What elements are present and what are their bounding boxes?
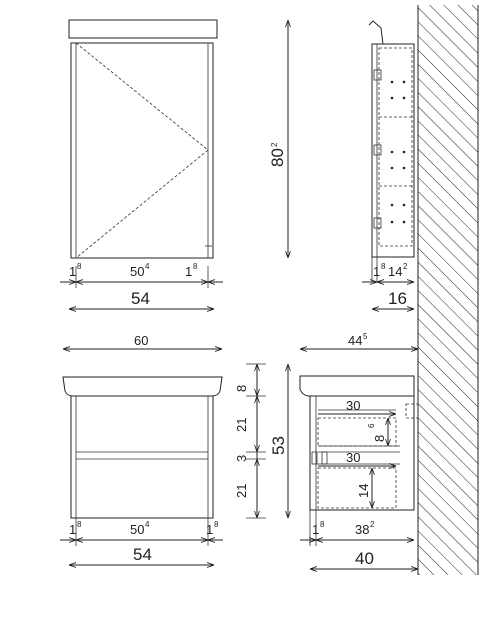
dim-front-bottom-inner-sup: 4 [145,520,150,529]
dim-front-top-side-left: 1 [69,264,77,279]
dim-side-top-thick: 1 [373,264,381,279]
front-view-basin-cabinet [63,377,222,518]
side-bottom-depth-dims [300,332,418,569]
height-main-dim [268,20,288,258]
dim-drawer-large: 14 [356,483,371,498]
dim-drawer-small: 8 [372,434,387,442]
dim-v-lower: 21 [234,483,249,498]
dim-drawer-small-sup: 6 [367,423,376,428]
dim-front-top-side-right-sup: 8 [193,262,198,271]
dim-front-top-inner-sup: 4 [145,262,150,271]
dim-side-top-thick-sup: 8 [381,262,386,271]
dim-front-bottom-total: 54 [133,545,152,564]
front-top-width-dims [60,262,223,309]
dim-side-top-depth: 14 [388,264,403,279]
dim-v-total: 53 [269,436,288,455]
front-bottom-vertical-dims [234,364,288,518]
dim-front-top-total: 54 [131,289,150,308]
dim-side-bottom-inner: 38 [355,522,370,537]
dim-height-main: 80 [268,148,287,167]
dim-v-upper: 21 [234,417,249,432]
front-view-tall-cabinet [69,20,217,258]
dim-front-top-side-left-sup: 8 [77,262,82,271]
side-view-tall-cabinet [369,21,414,282]
dim-front-top-side-right: 1 [185,264,193,279]
dim-side-top-total: 16 [388,289,407,308]
dim-shelf-lower: 30 [346,450,361,465]
dim-front-top-inner: 50 [130,264,145,279]
dim-front-bottom-side-right: 1 [206,522,214,537]
dim-front-bottom-inner: 50 [130,522,145,537]
dim-front-bottom-side-left: 1 [69,522,77,537]
side-top-depth-dims [362,262,414,309]
dim-shelf-upper: 30 [346,398,361,413]
dim-height-main-sup: 2 [270,142,279,147]
dim-v-shelf: 3 [234,454,249,462]
dim-front-bottom-side-left-sup: 8 [77,520,82,529]
wall [418,5,478,575]
dim-basin-depth: 44 [348,333,363,348]
dim-side-top-depth-sup: 2 [403,262,408,271]
dim-basin-width: 60 [134,333,149,348]
dim-v-basin: 8 [234,384,249,392]
dim-side-bottom-thick: 1 [312,522,320,537]
dim-side-bottom-thick-sup: 8 [320,520,325,529]
front-bottom-width-dims [60,518,223,565]
dim-basin-depth-sup: 5 [363,332,368,341]
dim-front-bottom-side-right-sup: 8 [214,520,219,529]
dim-side-bottom-inner-sup: 2 [370,520,375,529]
dim-side-bottom-total: 40 [355,549,374,568]
front-bottom-width-basin-dim [63,333,222,349]
